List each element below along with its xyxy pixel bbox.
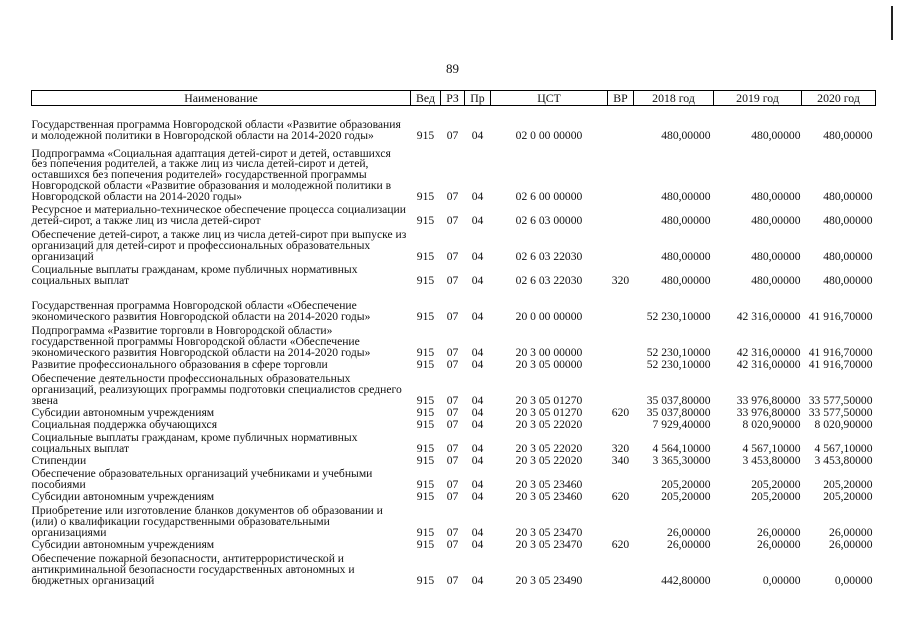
cell-2019: 33 976,80000: [736, 405, 801, 419]
table-body: [32, 106, 876, 587]
cell-name: Субсидии автономным учреждениям: [31, 489, 215, 503]
cell-ved: 915: [416, 249, 435, 263]
cell-ved: 915: [416, 345, 435, 359]
cell-pr: 04: [471, 393, 484, 407]
cell-2020: 480,00000: [823, 213, 873, 227]
cell-2018: 480,00000: [661, 249, 711, 263]
table-row: [32, 407, 876, 419]
header-2018: 2018 год: [634, 91, 714, 106]
header-rz: РЗ: [441, 91, 465, 106]
cell-2019: 8 020,90000: [742, 417, 801, 431]
cell-name: Субсидии автономным учреждениям: [31, 537, 215, 551]
cell-vr: [608, 371, 634, 407]
cell-pr: 04: [471, 309, 484, 323]
cell-cst: 20 3 05 00000: [515, 357, 583, 371]
cell-2018: 35 037,80000: [646, 393, 711, 407]
cell-cst: 20 3 05 23470: [515, 525, 583, 539]
cell-pr: 04: [471, 441, 484, 455]
cell-vr: 320: [611, 273, 630, 287]
cell-rz: 07: [446, 345, 459, 359]
cell-rz: 07: [446, 128, 459, 142]
cell-pr: 04: [471, 273, 484, 287]
header-pr: Пр: [465, 91, 491, 106]
table-row: [32, 467, 876, 491]
cell-cst: 20 3 05 22020: [515, 453, 583, 467]
cell-2020: 41 916,70000: [808, 345, 873, 359]
header-name: Наименование: [32, 91, 411, 106]
cell-rz: 07: [446, 537, 459, 551]
table-row: [32, 263, 876, 287]
cell-2019: 42 316,00000: [736, 357, 801, 371]
table-row: [32, 227, 876, 263]
cell-pr: 04: [471, 213, 484, 227]
cell-rz: 07: [446, 393, 459, 407]
cell-vr: 340: [611, 453, 630, 467]
cell-2019: 42 316,00000: [736, 345, 801, 359]
cell-2019: 3 453,80000: [742, 453, 801, 467]
cell-cst: 20 3 05 22020: [515, 417, 583, 431]
table-row: [32, 142, 876, 203]
cell-2020: 205,20000: [823, 477, 873, 491]
cell-pr: 04: [471, 128, 484, 142]
cell-2018: 480,00000: [661, 189, 711, 203]
cell-2020: 33 577,50000: [808, 393, 873, 407]
budget-table: [31, 90, 876, 587]
cell-name: Социальные выплаты гражданам, кроме публичных нормативных социальных выплат: [31, 430, 358, 455]
cell-2020: 0,00000: [834, 573, 873, 587]
cell-rz: 07: [446, 249, 459, 263]
cell-vr: 620: [611, 537, 630, 551]
cell-rz: 07: [446, 525, 459, 539]
cell-cst: 02 6 00 00000: [515, 189, 583, 203]
cell-ved: 915: [416, 525, 435, 539]
cell-pr: 04: [471, 525, 484, 539]
header-ved: Вед: [411, 91, 441, 106]
cell-cst: 20 3 05 23490: [515, 573, 583, 587]
table-row: [32, 371, 876, 407]
cell-name: Социальная поддержка обучающихся: [31, 417, 218, 431]
cell-rz: 07: [446, 273, 459, 287]
cell-name: Ресурсное и материально-техническое обеспечение процесса социализации детей-сирот, а также лиц из числа детей-сирот: [31, 202, 406, 227]
cell-ved: 915: [416, 357, 435, 371]
cell-cst: 20 3 05 23460: [515, 477, 583, 491]
cell-name: Развитие профессионального образования в сфере торговли: [31, 357, 328, 371]
cell-ved: 915: [416, 417, 435, 431]
cell-cst: 20 3 05 22020: [515, 441, 583, 455]
cell-name: Государственная программа Новгородской области «Обеспечение экономического развития Новгородской области на 2014-2020 годы»: [31, 298, 371, 323]
cell-2020: 4 567,10000: [814, 441, 873, 455]
cell-2018: 7 929,40000: [652, 417, 711, 431]
table-row: [32, 359, 876, 371]
cell-2019: 480,00000: [751, 213, 801, 227]
header-vr: ВР: [608, 91, 634, 106]
page-number: 89: [446, 61, 459, 76]
cell-2020: 41 916,70000: [808, 309, 873, 323]
cell-2018: 480,00000: [661, 213, 711, 227]
cell-pr: 04: [471, 405, 484, 419]
table-row: [32, 323, 876, 359]
cell-2019: 205,20000: [751, 489, 801, 503]
scan-edge-mark: [891, 6, 893, 40]
cell-pr: 04: [471, 345, 484, 359]
cell-rz: 07: [446, 477, 459, 491]
cell-2019: 26,00000: [757, 525, 801, 539]
cell-name: Государственная программа Новгородской области «Развитие образования и молодежной политики в Новгородской области на 2014-2020 годы»: [31, 117, 401, 142]
cell-vr: [608, 419, 634, 431]
cell-vr: [608, 323, 634, 359]
cell-rz: 07: [446, 489, 459, 503]
cell-2020: 205,20000: [823, 489, 873, 503]
cell-name: Подпрограмма «Социальная адаптация детей-сирот и детей, оставшихся без попечения родителей, а также лиц из числа детей-сирот и детей, оставшихся без попечения родителей» государственной программы Новгородской области «Развитие образования и молодежной политики в Новгородской области на 2014-2020 годы»: [31, 146, 392, 203]
cell-2019: 480,00000: [751, 273, 801, 287]
table-row: [32, 203, 876, 227]
cell-rz: 07: [446, 441, 459, 455]
cell-cst: 02 0 00 00000: [515, 128, 583, 142]
cell-2019: 480,00000: [751, 249, 801, 263]
cell-ved: 915: [416, 273, 435, 287]
header-2020: 2020 год: [802, 91, 876, 106]
cell-name: Обеспечение пожарной безопасности, антитеррористической и антикриминальной безопасности государственных автономных и бюджетных организаций: [31, 552, 355, 587]
table-row: [32, 106, 876, 142]
table-row: [32, 287, 876, 323]
cell-2020: 41 916,70000: [808, 357, 873, 371]
cell-pr: 04: [471, 189, 484, 203]
header-2019: 2019 год: [714, 91, 802, 106]
cell-vr: [608, 467, 634, 491]
cell-2018: 205,20000: [661, 477, 711, 491]
cell-vr: 320: [611, 441, 630, 455]
cell-2019: 26,00000: [757, 537, 801, 551]
cell-2018: 480,00000: [661, 273, 711, 287]
cell-ved: 915: [416, 405, 435, 419]
cell-2018: 3 365,30000: [652, 453, 711, 467]
cell-2018: 442,80000: [661, 573, 711, 587]
table-row: [32, 503, 876, 539]
cell-vr: [608, 359, 634, 371]
cell-2019: 480,00000: [751, 128, 801, 142]
table-row: [32, 419, 876, 431]
cell-2018: 52 230,10000: [646, 345, 711, 359]
cell-2020: 480,00000: [823, 189, 873, 203]
cell-cst: 20 3 05 23460: [515, 489, 583, 503]
cell-rz: 07: [446, 357, 459, 371]
cell-vr: [608, 203, 634, 227]
cell-2020: 33 577,50000: [808, 405, 873, 419]
cell-pr: 04: [471, 477, 484, 491]
cell-rz: 07: [446, 417, 459, 431]
cell-2018: 480,00000: [661, 128, 711, 142]
cell-ved: 915: [416, 489, 435, 503]
cell-rz: 07: [446, 309, 459, 323]
table-row: [32, 551, 876, 587]
cell-ved: 915: [416, 537, 435, 551]
cell-pr: 04: [471, 573, 484, 587]
cell-vr: [608, 227, 634, 263]
cell-ved: 915: [416, 189, 435, 203]
cell-rz: 07: [446, 213, 459, 227]
cell-ved: 915: [416, 573, 435, 587]
cell-cst: 20 3 05 23470: [515, 537, 583, 551]
cell-pr: 04: [471, 489, 484, 503]
cell-2018: 35 037,80000: [646, 405, 711, 419]
cell-vr: [608, 551, 634, 587]
header-cst: ЦСТ: [491, 91, 608, 106]
cell-cst: 02 6 03 00000: [515, 213, 583, 227]
cell-ved: 915: [416, 477, 435, 491]
cell-2018: 26,00000: [667, 537, 711, 551]
cell-name: Субсидии автономным учреждениям: [31, 405, 215, 419]
cell-2020: 480,00000: [823, 128, 873, 142]
cell-name: Приобретение или изготовление бланков документов об образовании и (или) о квалификации государственными образовательными организациями: [31, 504, 383, 539]
cell-2018: 26,00000: [667, 525, 711, 539]
cell-pr: 04: [471, 453, 484, 467]
cell-2018: 4 564,10000: [652, 441, 711, 455]
cell-ved: 915: [416, 393, 435, 407]
table-row: [32, 455, 876, 467]
cell-vr: 620: [611, 405, 630, 419]
cell-2020: 3 453,80000: [814, 453, 873, 467]
cell-pr: 04: [471, 249, 484, 263]
cell-vr: 620: [611, 489, 630, 503]
cell-ved: 915: [416, 453, 435, 467]
cell-name: Подпрограмма «Развитие торговли в Новгородской области» государственной программы Новгородской области «Обеспечение экономического развития Новгородской области на 2014-2020 годы»: [31, 324, 371, 359]
cell-name: Обеспечение детей-сирот, а также лиц из числа детей-сирот при выпуске из организаций для детей-сирот и профессиональных образовательных организаций: [31, 228, 407, 263]
cell-2020: 8 020,90000: [814, 417, 873, 431]
table-row: [32, 539, 876, 551]
cell-cst: 20 3 00 00000: [515, 345, 583, 359]
cell-2019: 42 316,00000: [736, 309, 801, 323]
cell-ved: 915: [416, 441, 435, 455]
cell-rz: 07: [446, 189, 459, 203]
cell-2019: 0,00000: [762, 573, 801, 587]
cell-rz: 07: [446, 453, 459, 467]
cell-vr: [608, 106, 634, 142]
table-row: [32, 431, 876, 455]
cell-name: Стипендии: [31, 453, 87, 467]
cell-name: Социальные выплаты гражданам, кроме публичных нормативных социальных выплат: [31, 262, 358, 287]
cell-cst: 02 6 03 22030: [515, 273, 583, 287]
cell-rz: 07: [446, 573, 459, 587]
cell-2019: 33 976,80000: [736, 393, 801, 407]
cell-2018: 205,20000: [661, 489, 711, 503]
cell-vr: [608, 503, 634, 539]
cell-ved: 915: [416, 213, 435, 227]
cell-2020: 480,00000: [823, 249, 873, 263]
cell-2019: 480,00000: [751, 189, 801, 203]
cell-2020: 26,00000: [829, 525, 873, 539]
cell-2020: 26,00000: [829, 537, 873, 551]
cell-cst: 20 3 05 01270: [515, 405, 583, 419]
cell-2019: 205,20000: [751, 477, 801, 491]
cell-2020: 480,00000: [823, 273, 873, 287]
cell-cst: 20 0 00 00000: [515, 309, 583, 323]
cell-name: Обеспечение образовательных организаций учебниками и учебными пособиями: [31, 466, 373, 491]
cell-pr: 04: [471, 537, 484, 551]
cell-name: Обеспечение деятельности профессиональных образовательных организаций, реализующих программы подготовки специалистов среднего звена: [31, 372, 402, 407]
cell-vr: [608, 142, 634, 203]
cell-2018: 52 230,10000: [646, 357, 711, 371]
cell-ved: 915: [416, 128, 435, 142]
cell-2018: 52 230,10000: [646, 309, 711, 323]
cell-2019: 4 567,10000: [742, 441, 801, 455]
cell-ved: 915: [416, 309, 435, 323]
cell-pr: 04: [471, 417, 484, 431]
cell-cst: 20 3 05 01270: [515, 393, 583, 407]
cell-vr: [608, 287, 634, 323]
table-row: [32, 491, 876, 503]
cell-cst: 02 6 03 22030: [515, 249, 583, 263]
cell-rz: 07: [446, 405, 459, 419]
table-header-row: [32, 91, 876, 106]
cell-pr: 04: [471, 357, 484, 371]
